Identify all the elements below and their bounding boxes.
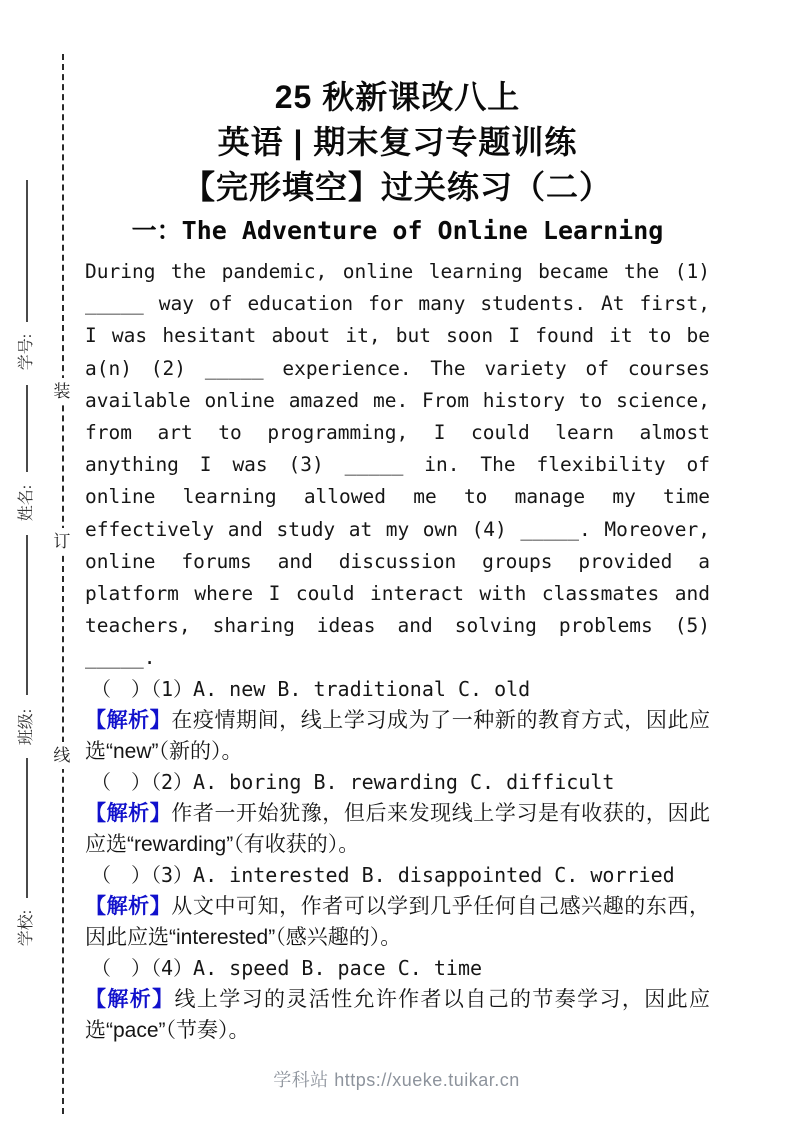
doc-title-line3: 【完形填空】过关练习（二） xyxy=(182,169,612,205)
doc-title-line1: 25 秋新课改八上 xyxy=(274,79,521,115)
doc-title-line2: 英语 | 期末复习专题训练 xyxy=(217,124,578,160)
school-blank-line xyxy=(26,758,28,898)
analysis-tag: 【解析】 xyxy=(85,802,172,826)
analysis-text: 作者一开始犹豫，但后来发现线上学习是有收获的，因此应选“rewarding”（有收获的）。 xyxy=(85,802,711,857)
main-content xyxy=(85,75,710,1046)
question-1-analysis xyxy=(85,705,710,767)
question-4-analysis xyxy=(85,984,710,1046)
questions-section xyxy=(85,674,710,1046)
analysis-tag: 【解析】 xyxy=(85,988,175,1012)
passage-line: a(n) (2) _____ experience. The variety of courses xyxy=(85,356,710,380)
analysis-text: 从文中可知，作者可以学到几乎任何自己感兴趣的东西，因此应选“interested”（感兴趣的）。 xyxy=(85,895,711,950)
passage-line: anything I was (3) _____ in. The flexibility of xyxy=(85,453,710,477)
passage-line: I was hesitant about it, but soon I found it to be xyxy=(85,324,710,348)
passage-line: platform where I could interact with classmates and xyxy=(85,581,710,605)
question-2-stem: （ ）（2）A. boring B. rewarding C. difficult xyxy=(91,770,615,795)
passage-title: 一：The Adventure of Online Learning xyxy=(131,216,664,245)
analysis-text: 线上学习的灵活性允许作者以自己的节奏学习，因此应选“pace”（节奏）。 xyxy=(85,988,711,1043)
binding-char-xian: 线 xyxy=(52,742,71,769)
passage-line: effectively and study at my own (4) _____. Moreover, xyxy=(85,517,710,541)
student-number-label: 学号: xyxy=(18,333,35,371)
analysis-tag: 【解析】 xyxy=(85,709,172,733)
passage-line: from art to programming, I could learn almost xyxy=(85,420,710,444)
passage-line: available online amazed me. From history to science, xyxy=(85,388,710,412)
student-name-label: 姓名: xyxy=(18,484,35,522)
class-label: 班级: xyxy=(18,708,35,746)
student-name-blank-line xyxy=(26,385,28,472)
footer-watermark: 学科站 https://xueke.tuikar.cn xyxy=(273,1070,520,1090)
question-1-stem: （ ）（1）A. new B. traditional C. old xyxy=(91,677,531,702)
cloze-passage xyxy=(85,256,710,674)
question-3-analysis xyxy=(85,891,710,953)
passage-line: During the pandemic, online learning became the (1) xyxy=(85,260,710,283)
passage-line: online forums and discussion groups provided a xyxy=(85,549,710,573)
question-3-stem: （ ）（3）A. interested B. disappointed C. worried xyxy=(91,863,675,888)
passage-line: _____ way of education for many students. At first, xyxy=(85,292,710,316)
school-label: 学校: xyxy=(18,909,35,947)
passage-line: _____. xyxy=(85,646,156,670)
passage-line: teachers, sharing ideas and solving problems (5) xyxy=(85,614,710,638)
question-2-analysis xyxy=(85,798,710,860)
binding-dashed-line xyxy=(62,54,64,1114)
student-number-blank-line xyxy=(26,180,28,322)
analysis-text: 在疫情期间，线上学习成为了一种新的教育方式，因此应选“new”（新的）。 xyxy=(85,709,711,764)
binding-char-ding: 订 xyxy=(52,528,71,555)
analysis-tag: 【解析】 xyxy=(85,895,172,919)
class-blank-line xyxy=(26,535,28,695)
binding-char-zhuang: 装 xyxy=(52,378,71,405)
question-4-stem: （ ）（4）A. speed B. pace C. time xyxy=(91,956,483,981)
passage-line: online learning allowed me to manage my time xyxy=(85,485,710,509)
